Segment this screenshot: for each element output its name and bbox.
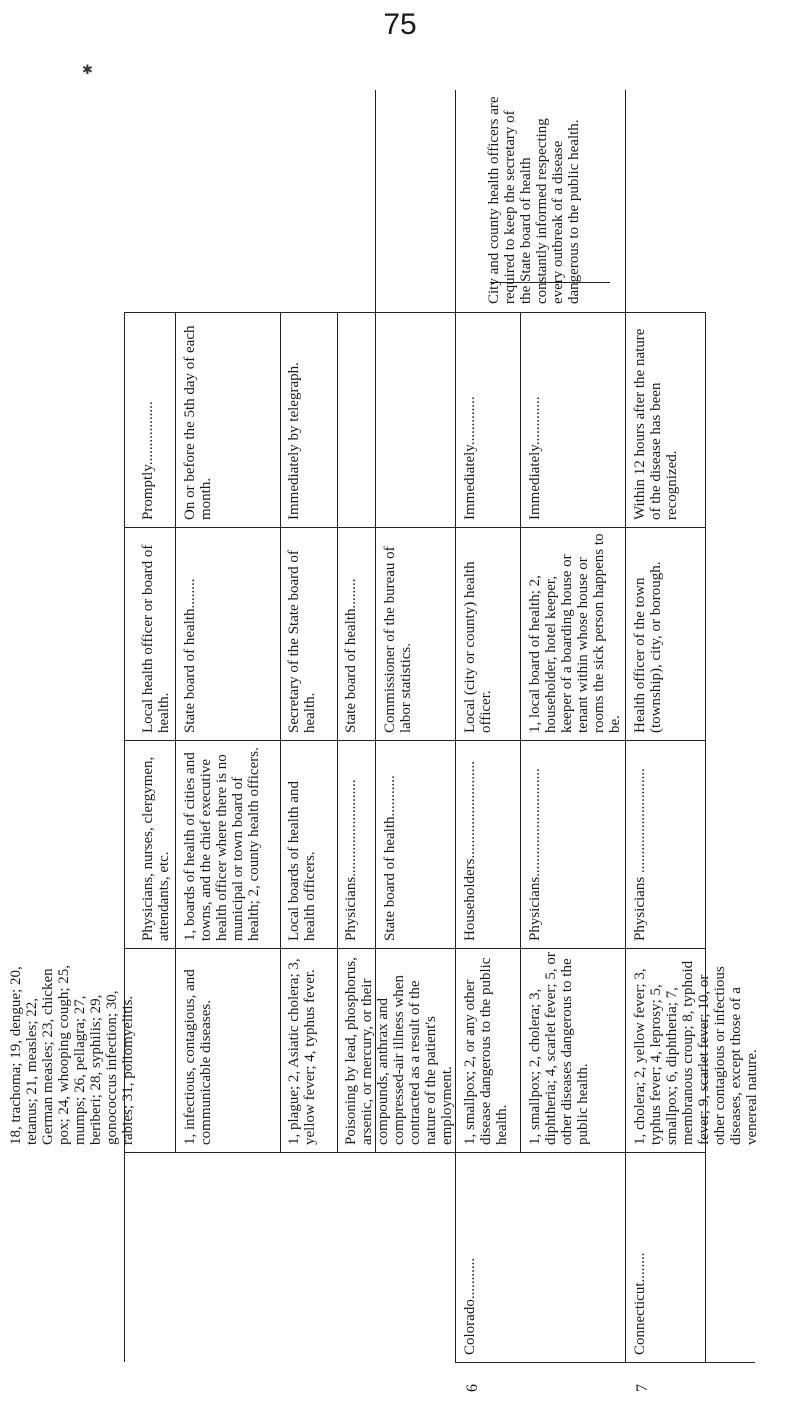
table-cell: Local boards of health and health officers.	[286, 781, 318, 941]
table-cell: Commissioner of the bureau of labor statistics.	[382, 546, 414, 733]
table-cell: 18, trachoma; 19, dengue; 20, tetanus; 21, measles; 22, German measles; 23, chicken pox; 24, whooping cough; 25, mumps; 26, pellagra; 27, beriberi; 28, syphilis; 29, gonococcus infection; 30, rabies; 31, poliomyelitis.	[8, 965, 136, 1145]
table-cell: Poisoning by lead, phosphorus, arsenic, or mercury, or their compounds, anthrax and compressed-air illness when contracted as a result of the nature of the patient's employment.	[343, 957, 455, 1145]
rule	[455, 1362, 755, 1363]
row-number: 7	[634, 1384, 651, 1392]
table-cell: Promptly.................	[140, 401, 156, 520]
table-cell: Immediately by telegraph.	[286, 362, 302, 520]
page-number: 75	[383, 8, 417, 41]
table-cell: Within 12 hours after the nature of the disease has been recognized.	[632, 328, 680, 520]
table-cell: Health officer of the town (township), city, or borough.	[632, 561, 664, 733]
rule	[520, 312, 521, 1152]
rule	[337, 312, 338, 1152]
rule	[124, 527, 706, 528]
rule	[124, 312, 706, 313]
row-number: 6	[464, 1384, 481, 1392]
table-cell: 1, smallpox; 2, or any other disease dangerous to the public health.	[462, 957, 510, 1145]
table-cell	[343, 320, 371, 520]
rule	[124, 312, 125, 1362]
table-cell: On or before the 5th day of each month.	[182, 325, 214, 520]
rule	[455, 90, 456, 1362]
table-cell: State board of health...........	[382, 775, 398, 941]
rule	[705, 312, 706, 1362]
table-cell: Physicians, nurses, clergymen, attendants, etc.	[140, 756, 172, 941]
table-cell: Secretary of the State board of health.	[286, 550, 318, 733]
table-cell: Physicians ............................	[632, 768, 648, 941]
table-cell: 1, cholera; 2, yellow fever; 3, typhus fever; 4, leprosy; 5, smallpox; 6, diphtheria; 7, membranous croup; 8, typhoid fever; 9, scarlet fever; 10, or other contagious or infectious diseases, except those of a venereal nature.	[632, 960, 760, 1145]
table-cell: 1, local board of health; 2, householder, hotel keeper, keeper of a boarding house or tenant within whose house or rooms the sick person happens to be.	[527, 533, 623, 733]
table-cell: 1, smallpox; 2, cholera; 3, diphtheria; 4, scarlet fever; 5, or other diseases dangerous to the public health.	[527, 952, 591, 1145]
rule	[280, 312, 281, 1152]
table-cell: 1, infectious, contagious, and communicable diseases.	[182, 969, 214, 1145]
table-cell: Local (city or county) health officer.	[462, 561, 494, 733]
table-cell: Physicians.............................	[527, 768, 543, 941]
rule	[175, 312, 176, 1152]
table-cell: Local health officer or board of health.	[140, 544, 172, 733]
table-cell: Householders..........................	[462, 761, 478, 941]
table-cell: Immediately.............	[527, 396, 543, 520]
state-name: Connecticut........	[632, 1252, 648, 1355]
table-cell: State board of health........	[343, 578, 359, 733]
table-cell: 1, plague; 2, Asiatic cholera; 3, yellow fever; 4, typhus fever.	[286, 958, 318, 1145]
state-name: Colorado...........	[462, 1257, 478, 1355]
table-cell: Immediately.............	[462, 396, 478, 520]
table-cell: Physicians..........................	[343, 779, 359, 941]
table-cell: State board of health........	[182, 578, 198, 733]
margin-mark: ✱	[82, 62, 93, 77]
rule	[124, 1152, 706, 1153]
table-cell: City and county health officers are required to keep the secretary of the State board of health constantly informed respecting every outbreak of a disease dangerous to the public health.	[486, 96, 582, 304]
table-cell: 1, boards of health of cities and towns, and the chief executive health officer where there is no municipal or town board of health; 2, county health officers.	[182, 747, 262, 941]
